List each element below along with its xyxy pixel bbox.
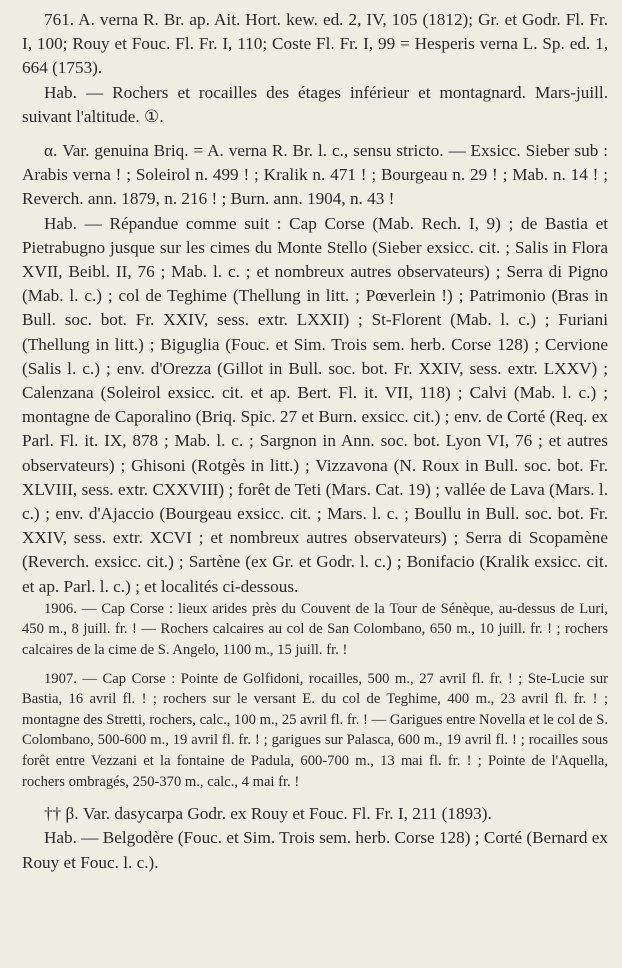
var-alpha-heading: α. Var. genuina Briq. = A. verna R. Br. l. c., sensu stricto. — Exsicc. Sieber sub : Arabis verna ! ; Soleirol n. 499 ! ; Kralik n. 471 ! ; Bourgeau n. 29 ! ; Mab. n. 14 ! ; Reverch. ann. 1879, n. 216 ! ; Burn. ann. 1904, n. 43 ! [22,141,608,209]
observation-1907: 1907. — Cap Corse : Pointe de Golfidoni, rocailles, 500 m., 27 avril fl. fr. ! ; Ste-Lucie sur Bastia, 16 avril fl. ! ; rochers sur le versant E. du col de Teghime, 400 m., 23 avril fl. fr. ! ; montagne des Stretti, rochers, calc., 100 m., 25 avril fl. fr. ! — Garigues entre Novella et le col de S. Colombano, 500-600 m., 19 avril fl. fr. ! ; garigues sur Palasca, 600 m., 19 avril fl. ! ; rocailles sous forêt entre Vezzani et la fontaine de Padula, 600-700 m., 13 mai fl. fr. ! ; Pointe de l'Aquella, rochers ombragés, 250-370 m., calc., 4 mai fr. ! [22,670,608,790]
entry-habitat: Hab. — Rochers et rocailles des étages inférieur et montagnard. Mars-juill. suivant l'altitude. ①. [22,82,608,126]
var-beta-heading: †† β. Var. dasycarpa Godr. ex Rouy et Fouc. Fl. Fr. I, 211 (1893). [44,804,492,824]
observation-1906: 1906. — Cap Corse : lieux arides près du Couvent de la Tour de Sénèque, au-dessus de Luri, 450 m., 8 juill. fr. ! — Rochers calcaires au col de San Colombano, 650 m., 10 juill. fr. ! ; rochers calcaires de la cime de S. Angelo, 1100 m., 15 juill. fr. ! [22,600,608,659]
var-alpha-habitat: Hab. — Répandue comme suit : Cap Corse (Mab. Rech. I, 9) ; de Bastia et Pietrabugno jusque sur les cimes du Monte Stello (Sieber exsicc. cit. ; Salis in Flora XVII, Beibl. II, 76 ; Mab. l. c. ; et nombreux autres observateurs) ; Serra di Pigno (Mab. l. c.) ; col de Teghime (Thellung in litt. ; Pœverlein !) ; Patrimonio (Bras in Bull. soc. bot. Fr. XXIV, sess. extr. LXXII) ; St-Florent (Mab. l. c.) ; Furiani (Thellung in litt.) ; Biguglia (Fouc. et Sim. Trois sem. herb. Corse 128) ; Cervione (Salis l. c.) ; env. d'Orezza (Gillot in Bull. soc. bot. Fr. XXIV, sess. extr. LXXV) ; Calenzana (Soleirol exsicc. cit. et ap. Bert. Fl. it. VII, 118) ; Calvi (Mab. l. c.) ; montagne de Caporalino (Briq. Spic. 27 et Burn. exsicc. cit.) ; env. de Corté (Req. ex Parl. Fl. it. IX, 878 ; Mab. l. c. ; Sargnon in Ann. soc. bot. Lyon VI, 76 ; et autres observateurs) ; Ghisoni (Rotgès in litt.) ; Vizzavona (N. Roux in Bull. soc. bot. Fr. XLVIII, sess. extr. CXXVIII) ; forêt de Teti (Mars. Cat. 19) ; vallée de Lava (Mars. l. c.) ; env. d'Ajaccio (Bourgeau exsicc. cit. ; Mars. l. c. ; Boullu in Bull. soc. bot. Fr. XXIV, sess. extr. XCVI ; et nombreux autres observateurs) ; Serra di Scopamène (Reverch. exsicc. cit.) ; Sartène (ex Gr. et Godr. l. c.) ; Bonifacio (Kralik exsicc. cit. et ap. Parl. l. c.) ; et localités ci-dessous. [22,213,608,596]
var-beta-habitat: Hab. — Belgodère (Fouc. et Sim. Trois sem. herb. Corse 128) ; Corté (Bernard ex Rouy et Fouc. l. c.). [22,828,608,872]
entry-heading: 761. A. verna R. Br. ap. Ait. Hort. kew. ed. 2, IV, 105 (1812); Gr. et Godr. Fl. Fr. I, 100; Rouy et Fouc. Fl. Fr. I, 110; Coste Fl. Fr. I, 99 = Hesperis verna L. Sp. ed. 1, 664 (1753). [22,10,608,78]
